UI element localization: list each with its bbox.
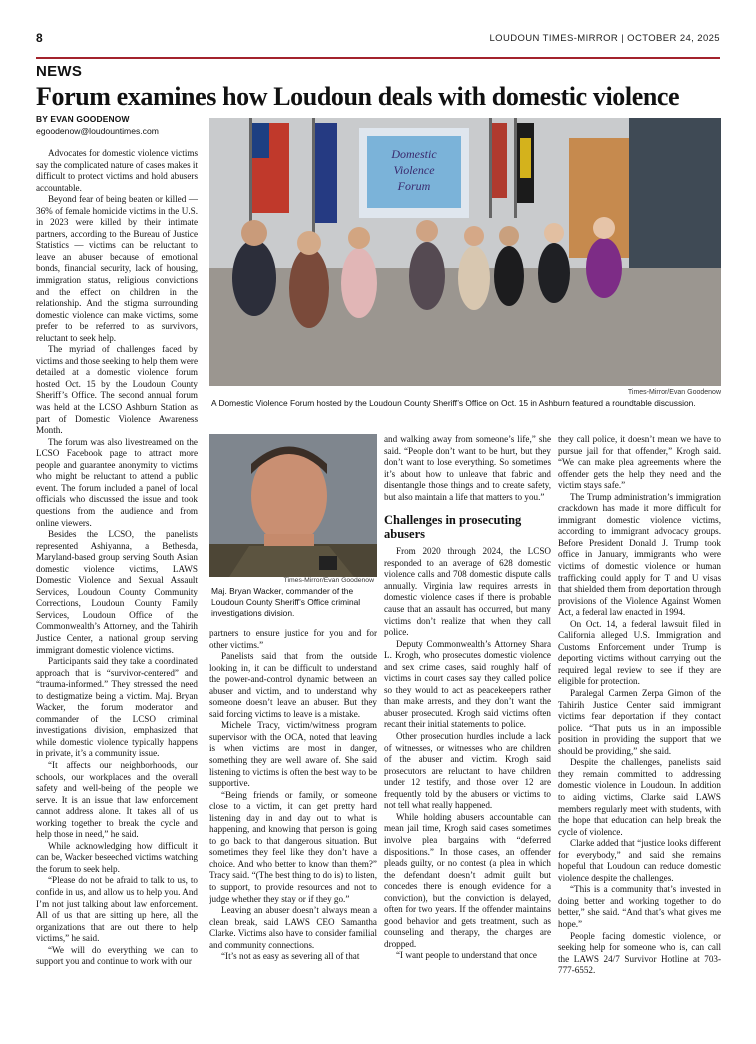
paragraph: Panelists said that from the outside looking in, it can be difficult to understand the power-and-control dynamic between an abuser and victim, and to understand why someone doesn’t leave an abuser. But they said forcing victims to leave is a mistake. (209, 651, 377, 719)
byline: BY EVAN GOODENOW (36, 114, 130, 124)
paragraph: Clarke added that “justice looks different for everybody,” and said she remains hopeful that Loudoun can reduce domestic violence despite the challenges. (558, 838, 721, 883)
paragraph: Beyond fear of being beaten or killed — 36% of female homicide victims in the U.S. in 2023 were killed by their intimate partners, according to the Bureau of Justice Statistics — victims can be reluctant to leave an abuser because of emotional bonds, financial security, lack of housing, immigration status, religious convictions and the effect on children in the relationship. And the stigma surrounding domestic violence can make victims, some prefer to be referred to as survivors, reluctant to seek help. (36, 194, 198, 343)
paragraph: The myriad of challenges faced by victims and those seeking to help them were detailed at a domestic violence forum hosted Oct. 15 by the Loudoun County Sheriff’s Office. The second annual forum was held at the LCSO Ashburn Station as part of Domestic Violence Awareness Month. (36, 344, 198, 436)
issue-date: OCTOBER 24, 2025 (627, 33, 720, 44)
paragraph: and walking away from someone’s life,” she said. “People don’t want to be hurt, but they don’t want to lose everything. So sometimes it’s about how to unleave that fabric and disentangle those things and to create safety, but also maintain a life that matters to you.” (384, 434, 551, 502)
paragraph: While holding abusers accountable can mean jail time, Krogh said cases sometimes involve plea bargains with “deferred dispositions.” In those cases, an offender pleads guilty, or no contest (a plea in which the defendant doesn’t admit guilt but concedes there is enough evidence for a conviction), but the conviction is delayed, often for two years. If the offender maintains good behavior and gets treatment, such as counseling and therapy, the charges are dropped. (384, 811, 551, 949)
dateline (490, 33, 721, 44)
wacker-photo (209, 434, 377, 577)
photo-credit-main: Times-Mirror/Evan Goodenow (627, 389, 721, 396)
paragraph: Despite the challenges, panelists said they remain committed to addressing domestic violence in Loudoun. In addition to aiding victims, Clarke said LAWS members regularly meet with students, with the hope that education can help break the cycle of violence. (558, 757, 721, 837)
paragraph: “It affects our neighborhoods, our schools, our workplaces and the overall safety and well-being of the people we serve. It is an issue that law enforcement cannot address alone. It takes all of us working together to break the cycle and help those in need,” he said. (36, 759, 198, 840)
paragraph: Advocates for domestic violence victims say the complicated nature of cases makes it difficult to protect victims and hold abusers accountable. (36, 148, 198, 193)
paragraph: “This is a community that’s invested in doing better and working together to do better,” she said. “And that’s what gives me hope.” (558, 884, 721, 929)
section-rule (36, 57, 720, 59)
page-number: 8 (36, 31, 43, 45)
photo-credit-wacker: Times-Mirror/Evan Goodenow (283, 577, 374, 584)
publication-name: LOUDOUN TIMES-MIRROR (489, 33, 619, 44)
paragraph: The forum was also livestreamed on the LCSO Facebook page to attract more people and guarantee anonymity to victims who might be reluctant to attend a public event. The forum included a panel of local officials who discussed the issue and took questions from the audience and from online viewers. (36, 436, 198, 528)
paragraph: Other prosecution hurdles include a lack of witnesses, or witnesses who are children of the abuser and victim. Krogh said prosecutors are reluctant to have children under 12 testify, and those over 12 are frequently told by the abusers or victims to not tell what really happened. (384, 731, 551, 811)
paragraph: “Being friends or family, or someone close to a victim, it can get pretty hard listening day in and day out to what is happening, and knowing that person is going to go back to that dangerous situation. But sometimes they feel like they don’t have a choice. And who better to know than them?” Tracy said. “(The best thing to do is) to listen, to support, to provide resources and not to judge whether they stay or if they go.” (209, 789, 377, 904)
forum-photo-illustration (209, 118, 721, 386)
paragraph: Leaving an abuser doesn’t always mean a clean break, said LAWS CEO Samantha Clarke. Victims also have to consider familial and community connections. (209, 905, 377, 950)
page-header (36, 27, 720, 43)
paragraph: Michele Tracy, victim/witness program supervisor with the OCA, noted that leaving is when victims are most in danger, something they are well aware of. She said listening to victims is often the best way to be supportive. (209, 720, 377, 789)
article-column-4 (558, 434, 721, 1020)
paragraph: Participants said they take a coordinated approach that is “survivor-centered” and “trauma-informed.” They stressed the need to destigmatize being a victim. Maj. Bryan Wacker, the forum moderator and commander of the LCSO criminal investigations division, emphasized that while domestic violence typically happens in private, it’s a community issue. (36, 656, 198, 759)
wacker-photo-illustration (209, 434, 377, 577)
paragraph: “We will do everything we can to support you and continue to work with our (36, 944, 198, 967)
banner-text-2: Violence (393, 163, 435, 177)
article-column-2 (209, 628, 377, 1020)
paragraph: “I want people to understand that once (396, 950, 537, 961)
forum-photo (209, 118, 721, 386)
paragraph: From 2020 through 2024, the LCSO responded to an average of 628 domestic violence calls and 708 domestic dispute calls annually. Virginia law requires arrests in domestic violence cases if there is probable cause that an assault has occurred, but many victims don’t realize that when they call police. (384, 546, 551, 638)
banner-text-1: Domestic (391, 147, 437, 161)
paragraph: Deputy Commonwealth’s Attorney Shara L. Krogh, who prosecutes domestic violence and sex crime cases, said roughly half of victims in court cases say they called police so they would to act as peacekeepers rather than make arrests, and they don’t want the abuser prosecuted. Krogh said victims often recant their initial statements to police. (384, 638, 551, 730)
article-column-1 (36, 148, 198, 1018)
paragraph: Besides the LCSO, the panelists represented Ashiyanna, a Bethesda, Maryland-based group serving South Asian domestic violence victims, LAWS Domestic Violence and Sexual Assault Services, Loudoun County Community Corrections, Loudoun County Family Services, Loudoun Office of the Commonwealth’s Attorney, and the Tahirih Justice Center, a national group serving immigrant domestic violence victims. (36, 529, 198, 655)
author-email[interactable]: egoodenow@loudountimes.com (36, 126, 159, 136)
dateline-separator: | (621, 33, 625, 44)
paragraph: “Please do not be afraid to talk to us, to confide in us, and allow us to help you. And I’m not just talking about law enforcement. All of us that are sitting up here, all the organizations that are out there to help victims,” he said. (36, 875, 198, 944)
paragraph: People facing domestic violence, or seeking help for someone who is, can call the LAWS 24/7 Survivor Hotline at 703-777-6552. (558, 930, 721, 976)
banner-text-3: Forum (397, 179, 431, 193)
paragraph: they call police, it doesn’t mean we have to pursue jail for that offender,” Krogh said. “We can make plea agreements where the offender gets the help they need and the victim stays safe.” (558, 434, 721, 491)
paragraph: partners to ensure justice for you and for other victims.” (209, 628, 377, 650)
paragraph: On Oct. 14, a federal lawsuit filed in California alleged U.S. Immigration and Customs Enforcement under Trump is deporting victims without carrying out the required legal review to see if they are eligible for protection. (558, 618, 721, 687)
photo-caption-main: A Domestic Violence Forum hosted by the Loudoun County Sheriff’s Office on Oct. 15 in Ashburn featured a roundtable discussion. (211, 398, 696, 408)
photo-caption-wacker: Maj. Bryan Wacker, commander of the Loudoun County Sheriff’s Office criminal investigations division. (211, 586, 361, 618)
paragraph: Paralegal Carmen Zerpa Gimon of the Tahirih Justice Center said immigrant victims fear deportation if they contact police. “That puts us in an impossible position in providing the support that we should be providing,” she said. (558, 688, 721, 756)
paragraph: The Trump administration’s immigration crackdown has made it more difficult for immigrant domestic violence victims, according to immigrant advocacy groups. Before President Donald J. Trump took office in January, immigrants who were victims of domestic violence or human trafficking could apply for T and U visas that shielded them from deportation through provisions of the Violence Against Women Act, a federal law enacted in 1994. (558, 491, 721, 618)
headline: Forum examines how Loudoun deals with domestic violence (36, 82, 680, 111)
article-column-3 (384, 434, 551, 1020)
paragraph: “It’s not as easy as severing all of that (221, 951, 360, 962)
subheading: Challenges in prosecuting abusers (384, 513, 522, 542)
paragraph: While acknowledging how difficult it can be, Wacker beseeched victims watching the forum to seek help. (36, 840, 198, 874)
section-label: NEWS (36, 63, 83, 80)
